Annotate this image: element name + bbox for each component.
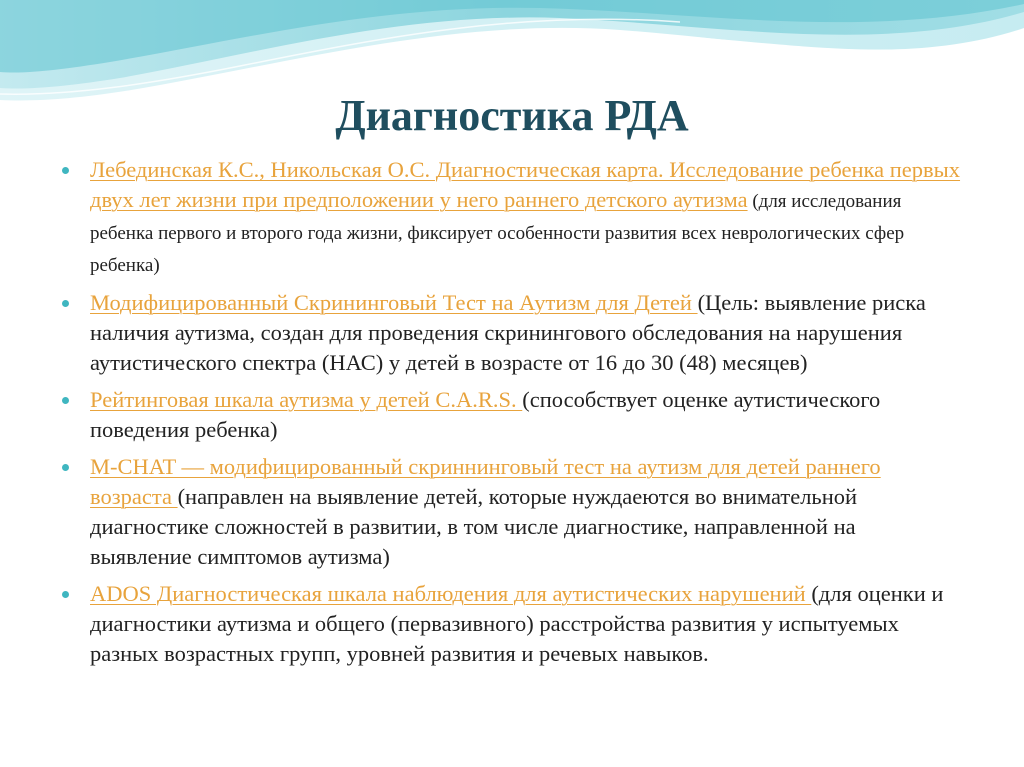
list-item <box>62 385 962 445</box>
method-link[interactable]: ADOS Диагностическая шкала наблюдения для аутистических нарушений <box>90 581 812 606</box>
bullet-icon <box>62 397 69 404</box>
method-note: (способствует оценке аутистического поведения ребенка) <box>90 387 881 442</box>
bullet-icon <box>62 464 69 471</box>
method-link[interactable]: M-CHAT — модифицированный скриннинговый тест на аутизм для детей раннего возраста <box>90 454 881 509</box>
list-item <box>62 155 962 281</box>
bullet-icon <box>62 300 69 307</box>
method-link[interactable]: Модифицированный Скрининговый Тест на Аутизм для Детей <box>90 290 698 315</box>
method-link[interactable]: Лебединская К.С., Никольская О.С. Диагностическая карта. Исследование ребенка первых двух лет жизни при предположении у него раннего детского аутизма <box>90 157 961 212</box>
list-item <box>62 579 962 669</box>
method-note: (для оценки и диагностики аутизма и общего (первазивного) расстройства развития у испытуемых разных возрастных групп, уровней развития и речевых навыков. <box>90 581 944 666</box>
method-note: (для исследования ребенка первого и второго года жизни, фиксирует особенности развития всех неврологических сфер ребенка) <box>90 191 905 276</box>
method-note: (направлен на выявление детей, которые нуждаеются во внимательной диагностике сложностей в развитии, в том числе диагностике, направленной на выявление симптомов аутизма) <box>90 484 858 569</box>
bullet-icon <box>62 167 69 174</box>
diagnostic-methods-list <box>62 155 962 676</box>
method-note: (Цель: выявление риска наличия аутизма, создан для проведения скринингового обследования на нарушения аутистического спектра (НАС) у детей в возрасте от 16 до 30 (48) месяцев) <box>90 290 926 375</box>
method-link[interactable]: Рейтинговая шкала аутизма у детей C.A.R.S. <box>90 387 523 412</box>
list-item <box>62 288 962 378</box>
bullet-icon <box>62 591 69 598</box>
list-item <box>62 452 962 572</box>
slide-title: Диагностика РДА <box>335 91 689 140</box>
